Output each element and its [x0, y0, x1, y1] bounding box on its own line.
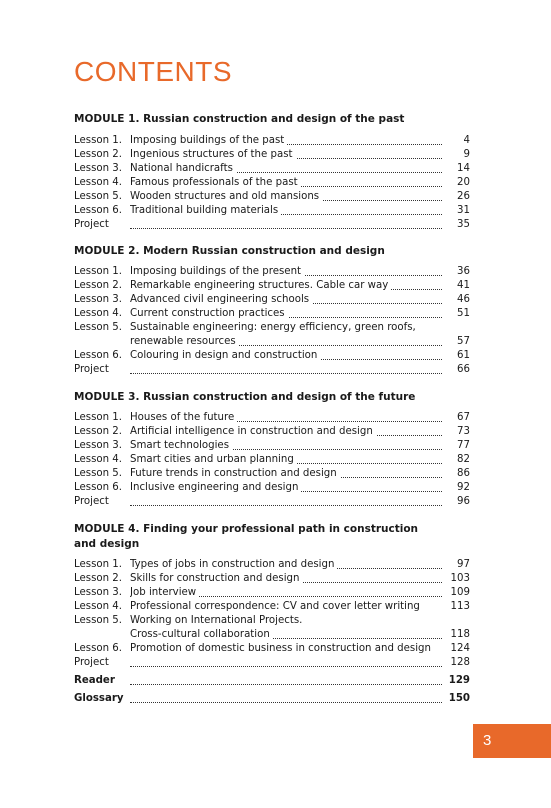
entry-label: Lesson 5. — [74, 615, 123, 626]
module-1-title: MODULE 1. Russian construction and design of the past — [74, 113, 405, 125]
entry-page: 73 — [457, 426, 470, 437]
entry-page: 46 — [457, 294, 470, 305]
entry-page: 150 — [448, 693, 470, 704]
entry-text: Houses of the future — [130, 412, 237, 423]
entry-label: Lesson 3. — [74, 163, 123, 174]
entry-text: Working on International Projects. — [130, 615, 303, 626]
entry-label: Project — [74, 496, 109, 507]
entry-label: Lesson 5. — [74, 468, 123, 479]
entry-page: 67 — [457, 412, 470, 423]
entry-page: 124 — [450, 643, 470, 654]
toc-entry[interactable] — [74, 204, 470, 218]
toc-entry[interactable] — [74, 148, 470, 162]
page-title: CONTENTS — [74, 56, 232, 87]
entry-label: Lesson 5. — [74, 322, 123, 333]
toc-entry-continued[interactable] — [74, 335, 470, 349]
toc-entry[interactable] — [74, 162, 470, 176]
module-3-title: MODULE 3. Russian construction and design of the future — [74, 391, 416, 403]
toc-entry-continued[interactable] — [74, 628, 470, 642]
entry-label: Lesson 2. — [74, 573, 123, 584]
entry-page: 128 — [450, 657, 470, 668]
toc-entry[interactable] — [74, 572, 470, 586]
module-2-title: MODULE 2. Modern Russian construction and design — [74, 245, 385, 257]
entry-text: Wooden structures and old mansions — [130, 191, 322, 202]
entry-page: 36 — [457, 266, 470, 277]
toc-entry[interactable] — [74, 307, 470, 321]
module-4-title-line-2: and design — [74, 538, 140, 550]
entry-page: 103 — [450, 573, 470, 584]
entry-text: Famous professionals of the past — [130, 177, 301, 188]
entry-page: 35 — [457, 219, 470, 230]
toc-entry[interactable] — [74, 600, 470, 614]
toc-entry[interactable] — [74, 481, 470, 495]
entry-label: Glossary — [74, 693, 124, 704]
toc-entry[interactable] — [74, 293, 470, 307]
entry-text-continued: renewable resources — [130, 336, 239, 347]
entry-text: Remarkable engineering structures. Cable car way — [130, 280, 391, 291]
entry-label: Lesson 1. — [74, 135, 123, 146]
entry-label: Lesson 5. — [74, 191, 123, 202]
entry-label: Project — [74, 219, 109, 230]
entry-page: 20 — [457, 177, 470, 188]
toc-entry[interactable] — [74, 425, 470, 439]
toc-entry-reader[interactable] — [74, 674, 470, 688]
toc-entry-project[interactable] — [74, 363, 470, 377]
toc-entry-project[interactable] — [74, 218, 470, 232]
entry-label: Lesson 2. — [74, 426, 123, 437]
toc-entry[interactable] — [74, 265, 470, 279]
entry-label: Project — [74, 657, 109, 668]
entry-label: Lesson 6. — [74, 482, 123, 493]
entry-page: 118 — [450, 629, 470, 640]
toc-entry[interactable] — [74, 586, 470, 600]
entry-page: 26 — [457, 191, 470, 202]
entry-text: National handicrafts — [130, 163, 236, 174]
toc-entry-project[interactable] — [74, 495, 470, 509]
entry-label: Lesson 1. — [74, 559, 123, 570]
entry-text: Advanced civil engineering schools — [130, 294, 312, 305]
entry-label: Lesson 1. — [74, 266, 123, 277]
toc-entry[interactable] — [74, 176, 470, 190]
entry-page: 96 — [457, 496, 470, 507]
entry-text: Sustainable engineering: energy efficiency, green roofs, — [130, 322, 416, 333]
entry-text: Job interview — [130, 587, 199, 598]
entry-text: Current construction practices — [130, 308, 288, 319]
entry-text: Inclusive engineering and design — [130, 482, 301, 493]
entry-label: Lesson 4. — [74, 454, 123, 465]
module-4-title — [74, 522, 454, 552]
toc-entry[interactable] — [74, 642, 470, 656]
entry-label: Project — [74, 364, 109, 375]
entry-page: 86 — [457, 468, 470, 479]
module-4-title-line-1: MODULE 4. Finding your professional path in construction — [74, 523, 419, 535]
toc-entry-project[interactable] — [74, 656, 470, 670]
entry-label: Lesson 4. — [74, 177, 123, 188]
entry-label: Lesson 2. — [74, 149, 123, 160]
entry-text: Ingenious structures of the past — [130, 149, 296, 160]
toc-entry[interactable] — [74, 558, 470, 572]
entry-text: Types of jobs in construction and design — [130, 559, 337, 570]
entry-label: Lesson 3. — [74, 294, 123, 305]
entry-label: Lesson 6. — [74, 350, 123, 361]
entry-text-continued: Cross-cultural collaboration — [130, 629, 273, 640]
entry-label: Lesson 1. — [74, 412, 123, 423]
toc-entry[interactable] — [74, 467, 470, 481]
entry-page: 97 — [457, 559, 470, 570]
toc-entry[interactable] — [74, 321, 470, 335]
entry-page: 129 — [448, 675, 470, 686]
entry-page: 57 — [457, 336, 470, 347]
page-number-tab — [473, 724, 551, 758]
page-number: 3 — [483, 732, 492, 749]
entry-text: Imposing buildings of the present — [130, 266, 304, 277]
entry-label: Lesson 4. — [74, 308, 123, 319]
entry-page: 61 — [457, 350, 470, 361]
toc-entry[interactable] — [74, 279, 470, 293]
entry-label: Lesson 6. — [74, 643, 123, 654]
entry-text: Skills for construction and design — [130, 573, 302, 584]
entry-text: Traditional building materials — [130, 205, 281, 216]
entry-page: 113 — [450, 601, 470, 612]
entry-page: 66 — [457, 364, 470, 375]
toc-entry[interactable] — [74, 411, 470, 425]
entry-label: Lesson 6. — [74, 205, 123, 216]
entry-page: 31 — [457, 205, 470, 216]
entry-label: Reader — [74, 675, 115, 686]
entry-text: Smart cities and urban planning — [130, 454, 297, 465]
entry-label: Lesson 3. — [74, 440, 123, 451]
entry-text: Artificial intelligence in construction and design — [130, 426, 376, 437]
entry-label: Lesson 2. — [74, 280, 123, 291]
entry-page: 51 — [457, 308, 470, 319]
entry-page: 82 — [457, 454, 470, 465]
entry-text: Promotion of domestic business in construction and design — [130, 643, 431, 654]
entry-page: 14 — [457, 163, 470, 174]
entry-label: Lesson 4. — [74, 601, 123, 612]
toc-entry-glossary[interactable] — [74, 692, 470, 706]
entry-label: Lesson 3. — [74, 587, 123, 598]
entry-page: 92 — [457, 482, 470, 493]
toc-entry[interactable] — [74, 439, 470, 453]
entry-page: 77 — [457, 440, 470, 451]
entry-text: Imposing buildings of the past — [130, 135, 287, 146]
entry-page: 4 — [463, 135, 470, 146]
entry-text: Smart technologies — [130, 440, 232, 451]
entry-text: Future trends in construction and design — [130, 468, 340, 479]
toc-entry[interactable] — [74, 134, 470, 148]
toc-entry[interactable] — [74, 614, 470, 628]
toc-entry[interactable] — [74, 190, 470, 204]
entry-text: Colouring in design and construction — [130, 350, 320, 361]
entry-text: Professional correspondence: CV and cover letter writing — [130, 601, 420, 612]
entry-page: 9 — [463, 149, 470, 160]
toc-entry[interactable] — [74, 349, 470, 363]
toc-entry[interactable] — [74, 453, 470, 467]
entry-page: 41 — [457, 280, 470, 291]
entry-page: 109 — [450, 587, 470, 598]
